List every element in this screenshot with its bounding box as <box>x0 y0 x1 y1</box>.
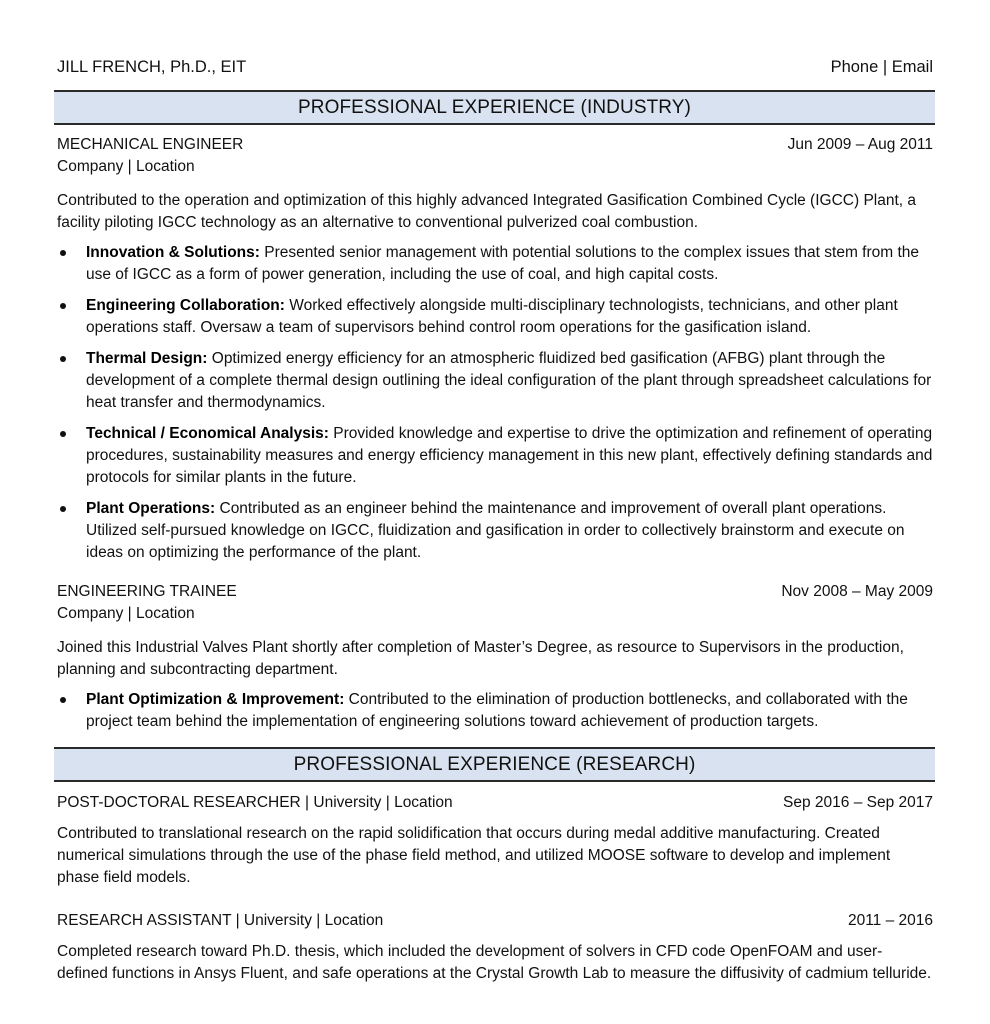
bullet-item <box>57 689 933 733</box>
job-summary: Completed research toward Ph.D. thesis, which included the development of solvers in CFD code OpenFOAM and user-defined functions in Ansys Fluent, and safe operations at the Crystal Growth Lab to measure the diffusivity of cadmium telluride. <box>57 943 932 982</box>
job-company: Company | Location <box>57 158 195 175</box>
bullet-dot-icon <box>60 506 66 512</box>
job-engineering-trainee <box>57 581 933 742</box>
bullet-dot-icon <box>60 250 66 256</box>
bullet-dot-icon <box>60 431 66 437</box>
section-heading-research <box>54 747 935 782</box>
job-dates: Nov 2008 – May 2009 <box>781 583 933 600</box>
bullet-item <box>57 423 933 489</box>
bullet-dot-icon <box>60 697 66 703</box>
bullet-text: Provided knowledge and expertise to drive the optimization and refinement of operating procedures, sustainability measures and energy efficiency management in this new plant, effectively defining standards and protocols for similar plants in the future. <box>86 425 933 486</box>
job-title: RESEARCH ASSISTANT <box>57 912 232 929</box>
job-dates: Jun 2009 – Aug 2011 <box>787 136 933 153</box>
bullet-lead: Plant Operations: <box>86 500 216 517</box>
job-dates: 2011 – 2016 <box>847 912 933 929</box>
bullet-item <box>57 295 933 339</box>
bullet-item <box>57 348 933 414</box>
job-bullet-list <box>57 242 933 564</box>
bullet-item <box>57 242 933 286</box>
job-bullet-list <box>57 689 933 733</box>
section-heading-research-label: PROFESSIONAL EXPERIENCE (RESEARCH) <box>293 753 696 775</box>
job-dates: Sep 2016 – Sep 2017 <box>783 794 933 811</box>
job-title: MECHANICAL ENGINEER <box>57 136 244 153</box>
job-summary: Contributed to translational research on the rapid solidification that occurs during medal additive manufacturing. Created numerical simulations through the use of the phase field method, and utilized MOOSE software to develop and implement phase field models. <box>57 825 891 886</box>
job-organization: | University | Location <box>300 794 453 811</box>
candidate-name: JILL FRENCH, Ph.D., EIT <box>57 58 247 76</box>
bullet-lead: Thermal Design: <box>86 350 208 367</box>
job-company: Company | Location <box>57 605 195 622</box>
job-research-assistant <box>57 910 933 985</box>
bullet-lead: Technical / Economical Analysis: <box>86 425 329 442</box>
job-organization: | University | Location <box>231 912 384 929</box>
section-heading-industry <box>54 90 935 125</box>
bullet-dot-icon <box>60 356 66 362</box>
job-summary: Contributed to the operation and optimization of this highly advanced Integrated Gasification Combined Cycle (IGCC) Plant, a facility piloting IGCC technology as an alternative to conventional pulverized coal combustion. <box>57 192 917 231</box>
bullet-text: Contributed as an engineer behind the maintenance and improvement of overall plant operations. Utilized self-pursued knowledge on IGCC, fluidization and gasification in order to collectively brainstorm and execute on ideas on optimizing the performance of the plant. <box>86 500 905 561</box>
bullet-lead: Engineering Collaboration: <box>86 297 285 314</box>
bullet-text: Presented senior management with potential solutions to the complex issues that stem from the use of IGCC as a form of power generation, including the use of coal, and high capital costs. <box>86 244 920 283</box>
bullet-text: Optimized energy efficiency for an atmospheric fluidized bed gasification (AFBG) plant through the development of a complete thermal design outlining the ideal configuration of the plant through spreadsheet calculations for heat transfer and thermodynamics. <box>86 350 932 411</box>
bullet-lead: Innovation & Solutions: <box>86 244 260 261</box>
job-mechanical-engineer <box>57 134 933 573</box>
contact-info: Phone | Email <box>830 58 933 76</box>
bullet-text: Contributed to the elimination of production bottlenecks, and collaborated with the project team behind the implementation of engineering solutions toward achievement of production targets. <box>86 691 908 730</box>
bullet-lead: Plant Optimization & Improvement: <box>86 691 345 708</box>
job-summary: Joined this Industrial Valves Plant shortly after completion of Master’s Degree, as resource to Supervisors in the production, planning and subcontracting department. <box>57 639 904 678</box>
job-title: POST-DOCTORAL RESEARCHER <box>57 794 301 811</box>
bullet-text: Worked effectively alongside multi-disciplinary technologists, technicians, and other plant operations staff. Oversaw a team of supervisors behind control room operations for the gasification island. <box>86 297 898 336</box>
job-post-doctoral-researcher <box>57 792 933 889</box>
job-title: ENGINEERING TRAINEE <box>57 583 237 600</box>
bullet-dot-icon <box>60 303 66 309</box>
resume-header <box>57 58 933 77</box>
bullet-item <box>57 498 933 564</box>
section-heading-industry-label: PROFESSIONAL EXPERIENCE (INDUSTRY) <box>298 96 691 118</box>
